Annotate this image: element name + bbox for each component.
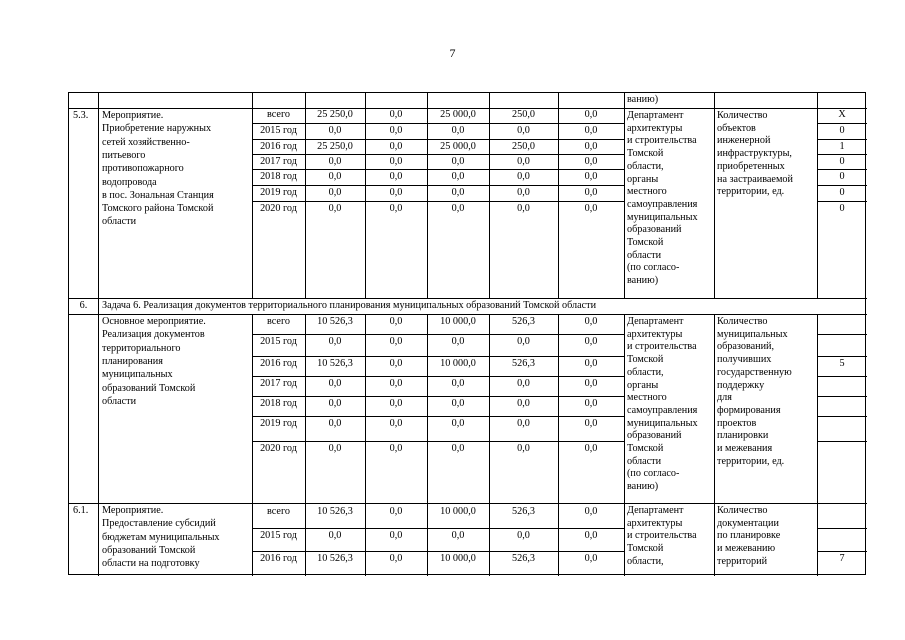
executor-line: и строительства: [627, 135, 697, 147]
section-title-line: бюджетам муниципальных: [102, 531, 220, 543]
year-label: 2018 год: [260, 171, 297, 182]
amount-cell: 526,3: [512, 358, 535, 369]
column-divider: [252, 314, 253, 503]
amount-cell: 25 250,0: [317, 109, 353, 120]
column-divider: [427, 93, 428, 108]
column-divider: [305, 108, 306, 298]
column-divider: [624, 93, 625, 108]
amount-cell: 0,0: [389, 171, 403, 182]
indicator-value: 0: [839, 187, 845, 198]
column-divider: [252, 93, 253, 108]
column-divider: [427, 503, 428, 576]
row-divider: [817, 185, 867, 186]
executor-line: ванию): [627, 481, 659, 493]
amount-cell: 0,0: [389, 530, 403, 541]
row-divider: [252, 123, 624, 124]
row-divider: [817, 201, 867, 202]
executor-line: самоуправления: [627, 198, 698, 210]
executor-line: муниципальных: [627, 417, 698, 429]
amount-cell: 0,0: [451, 125, 465, 136]
year-label: всего: [267, 109, 290, 120]
amount-cell: 0,0: [517, 378, 530, 389]
section-title-line: противопожарного: [102, 163, 184, 175]
section-title-line: планирования: [102, 355, 163, 367]
row-divider: [69, 314, 867, 315]
amount-cell: 0,0: [328, 398, 342, 409]
indicator-line: территорий: [717, 555, 768, 567]
column-divider: [817, 93, 818, 108]
section-title-line: Реализация документов: [102, 329, 205, 341]
amount-cell: 0,0: [328, 125, 342, 136]
row-divider: [252, 356, 624, 357]
task-number: 6.: [79, 300, 88, 311]
row-divider: [817, 356, 867, 357]
indicator-line: территории, ед.: [717, 186, 785, 198]
section-title-line: Предоставление субсидий: [102, 518, 216, 530]
amount-cell: 0,0: [389, 156, 403, 167]
indicator-value: 1: [839, 141, 845, 152]
executor-line: архитектуры: [627, 328, 683, 340]
page-number: 7: [449, 46, 456, 60]
executor-line: образований: [627, 224, 682, 236]
row-divider: [252, 441, 624, 442]
row-divider: [817, 139, 867, 140]
executor-line: области: [627, 455, 662, 467]
task-title: Задача 6. Реализация документов территориального планирования муниципальных образований Томской области: [102, 300, 597, 311]
year-label: 2016 год: [260, 141, 297, 152]
section-title-line: в пос. Зональная Станция: [102, 189, 214, 201]
indicator-value: 5: [839, 358, 845, 369]
year-label: 2018 год: [260, 398, 297, 409]
column-divider: [427, 314, 428, 503]
column-divider: [98, 108, 99, 298]
row-divider: [252, 551, 624, 552]
amount-cell: 10 526,3: [317, 506, 353, 517]
amount-cell: 0,0: [328, 156, 342, 167]
indicator-value: 7: [839, 553, 845, 564]
executor-line: органы: [627, 173, 659, 185]
indicator-line: поддержку: [717, 379, 765, 391]
program-table: [68, 92, 866, 575]
executor-line: Томской: [627, 148, 664, 160]
executor-text: ванию): [627, 94, 659, 105]
row-divider: [817, 123, 867, 124]
amount-cell: 0,0: [584, 418, 598, 429]
executor-line: Департамент: [627, 505, 684, 516]
column-divider: [365, 108, 366, 298]
row-divider: [817, 376, 867, 377]
executor-line: области,: [627, 366, 664, 378]
executor-line: органы: [627, 379, 659, 391]
column-divider: [98, 93, 99, 108]
amount-cell: 0,0: [389, 506, 403, 517]
year-label: 2019 год: [260, 187, 297, 198]
amount-cell: 0,0: [584, 156, 598, 167]
indicator-line: получивших: [717, 354, 772, 366]
amount-cell: 0,0: [451, 187, 465, 198]
indicator-line: приобретенных: [717, 160, 785, 172]
executor-line: Томской: [627, 543, 664, 555]
indicator-line: планировки: [717, 430, 769, 442]
amount-cell: 25 000,0: [440, 109, 476, 120]
executor-line: Томской: [627, 443, 664, 454]
year-label: 2017 год: [260, 378, 297, 389]
amount-cell: 0,0: [389, 203, 403, 214]
year-label: 2015 год: [260, 530, 297, 541]
column-divider: [624, 503, 625, 576]
amount-cell: 0,0: [389, 187, 403, 198]
indicator-line: документации: [717, 517, 779, 529]
row-divider: [252, 154, 624, 155]
amount-cell: 0,0: [389, 316, 403, 327]
amount-cell: 0,0: [389, 141, 403, 152]
amount-cell: 0,0: [517, 418, 530, 429]
amount-cell: 0,0: [584, 109, 598, 120]
amount-cell: 0,0: [451, 156, 465, 167]
row-divider: [817, 154, 867, 155]
amount-cell: 0,0: [584, 553, 598, 564]
year-label: всего: [267, 316, 290, 327]
amount-cell: 25 000,0: [440, 141, 476, 152]
amount-cell: 0,0: [389, 443, 403, 454]
executor-line: области,: [627, 160, 664, 172]
amount-cell: 0,0: [451, 203, 465, 214]
amount-cell: 0,0: [584, 203, 598, 214]
amount-cell: 0,0: [389, 125, 403, 136]
year-label: 2020 год: [260, 443, 297, 454]
section-title-line: области на подготовку: [102, 558, 200, 570]
indicator-line: формирования: [717, 404, 781, 416]
indicator-line: для: [717, 392, 732, 404]
column-divider: [558, 503, 559, 576]
row-divider: [252, 376, 624, 377]
row-divider: [817, 396, 867, 397]
indicator-line: Количество: [717, 505, 768, 516]
amount-cell: 0,0: [517, 443, 530, 454]
executor-line: Томской: [627, 354, 664, 366]
indicator-value: 0: [839, 125, 845, 136]
row-divider: [817, 416, 867, 417]
column-divider: [714, 503, 715, 576]
column-divider: [817, 503, 818, 576]
column-divider: [558, 93, 559, 108]
year-label: 2016 год: [260, 358, 297, 369]
amount-cell: 0,0: [451, 378, 465, 389]
amount-cell: 10 000,0: [440, 506, 476, 517]
amount-cell: 0,0: [517, 171, 530, 182]
row-divider: [817, 528, 867, 529]
amount-cell: 0,0: [451, 443, 465, 454]
section-title-line: образований Томской: [102, 544, 196, 556]
column-divider: [98, 298, 99, 314]
column-divider: [252, 503, 253, 576]
year-label: 2016 год: [260, 553, 297, 564]
amount-cell: 0,0: [328, 203, 342, 214]
indicator-line: Количество: [717, 110, 768, 121]
indicator-line: объектов: [717, 122, 756, 134]
amount-cell: 0,0: [584, 398, 598, 409]
row-divider: [817, 441, 867, 442]
column-divider: [817, 108, 818, 298]
section-title-line: водопровода: [102, 176, 157, 188]
amount-cell: 0,0: [517, 398, 530, 409]
amount-cell: 10 526,3: [317, 358, 353, 369]
amount-cell: 10 000,0: [440, 358, 476, 369]
amount-cell: 25 250,0: [317, 141, 353, 152]
executor-line: Томской: [627, 237, 664, 248]
column-divider: [305, 93, 306, 108]
amount-cell: 10 000,0: [440, 316, 476, 327]
indicator-value: Х: [838, 109, 846, 120]
section-title-line: муниципальных: [102, 369, 173, 381]
section-title-line: территориального: [102, 342, 181, 354]
column-divider: [624, 314, 625, 503]
amount-cell: 0,0: [328, 336, 342, 347]
amount-cell: 0,0: [584, 316, 598, 327]
section-title-line: Мероприятие.: [102, 110, 164, 121]
amount-cell: 526,3: [512, 553, 535, 564]
row-divider: [69, 298, 867, 299]
amount-cell: 0,0: [584, 141, 598, 152]
executor-line: ванию): [627, 275, 659, 287]
column-divider: [489, 108, 490, 298]
amount-cell: 0,0: [328, 530, 342, 541]
column-divider: [558, 108, 559, 298]
amount-cell: 0,0: [584, 358, 598, 369]
amount-cell: 0,0: [584, 443, 598, 454]
column-divider: [427, 108, 428, 298]
executor-line: области: [627, 249, 662, 261]
amount-cell: 0,0: [389, 109, 403, 120]
executor-line: образований: [627, 430, 682, 442]
section-number: 6.1.: [73, 505, 89, 516]
executor-line: местного: [627, 186, 667, 198]
year-label: 2015 год: [260, 336, 297, 347]
executor-line: архитектуры: [627, 122, 683, 134]
row-divider: [252, 139, 624, 140]
column-divider: [558, 314, 559, 503]
amount-cell: 0,0: [584, 125, 598, 136]
amount-cell: 0,0: [328, 378, 342, 389]
amount-cell: 0,0: [328, 171, 342, 182]
amount-cell: 0,0: [517, 530, 530, 541]
year-label: 2017 год: [260, 156, 297, 167]
column-divider: [365, 314, 366, 503]
indicator-line: и межевания: [717, 443, 773, 454]
indicator-line: на застраиваемой: [717, 173, 793, 185]
amount-cell: 0,0: [389, 336, 403, 347]
year-label: 2020 год: [260, 203, 297, 214]
column-divider: [489, 503, 490, 576]
column-divider: [98, 503, 99, 576]
amount-cell: 526,3: [512, 506, 535, 517]
column-divider: [98, 314, 99, 503]
column-divider: [365, 93, 366, 108]
column-divider: [714, 314, 715, 503]
amount-cell: 0,0: [517, 156, 530, 167]
amount-cell: 0,0: [517, 187, 530, 198]
indicator-line: муниципальных: [717, 328, 788, 340]
amount-cell: 250,0: [512, 109, 535, 120]
amount-cell: 0,0: [517, 336, 530, 347]
amount-cell: 10 000,0: [440, 553, 476, 564]
section-title-line: сетей хозяйственно-: [102, 136, 190, 148]
row-divider: [69, 503, 867, 504]
row-divider: [817, 334, 867, 335]
amount-cell: 10 526,3: [317, 316, 353, 327]
section-title-line: Основное мероприятие.: [102, 316, 206, 327]
amount-cell: 0,0: [451, 336, 465, 347]
row-divider: [252, 169, 624, 170]
indicator-line: государственную: [717, 366, 792, 378]
executor-line: и строительства: [627, 530, 697, 542]
amount-cell: 0,0: [584, 171, 598, 182]
amount-cell: 0,0: [451, 171, 465, 182]
section-title-line: области: [102, 216, 137, 228]
amount-cell: 526,3: [512, 316, 535, 327]
executor-line: и строительства: [627, 341, 697, 353]
row-divider: [252, 396, 624, 397]
amount-cell: 0,0: [584, 378, 598, 389]
section-title-line: образований Томской: [102, 382, 196, 394]
amount-cell: 10 526,3: [317, 553, 353, 564]
amount-cell: 0,0: [451, 398, 465, 409]
column-divider: [817, 314, 818, 503]
year-label: 2015 год: [260, 125, 297, 136]
indicator-line: инженерной: [717, 135, 771, 147]
column-divider: [305, 503, 306, 576]
executor-line: области,: [627, 555, 664, 567]
amount-cell: 0,0: [389, 378, 403, 389]
indicator-line: по планировке: [717, 530, 781, 542]
executor-line: муниципальных: [627, 211, 698, 223]
column-divider: [489, 314, 490, 503]
section-title-line: области: [102, 395, 137, 407]
row-divider: [252, 201, 624, 202]
indicator-line: образований,: [717, 341, 775, 353]
section-title-line: Томского района Томской: [102, 203, 214, 215]
row-divider: [252, 416, 624, 417]
indicator-line: территории, ед.: [717, 455, 785, 467]
amount-cell: 0,0: [328, 418, 342, 429]
amount-cell: 0,0: [389, 553, 403, 564]
amount-cell: 0,0: [389, 358, 403, 369]
column-divider: [714, 93, 715, 108]
column-divider: [489, 93, 490, 108]
amount-cell: 0,0: [584, 530, 598, 541]
executor-line: самоуправления: [627, 404, 698, 416]
indicator-line: Количество: [717, 316, 768, 327]
amount-cell: 0,0: [328, 187, 342, 198]
section-number: 5.3.: [73, 110, 89, 121]
row-divider: [252, 185, 624, 186]
amount-cell: 250,0: [512, 141, 535, 152]
amount-cell: 0,0: [328, 443, 342, 454]
indicator-line: проектов: [717, 417, 757, 429]
amount-cell: 0,0: [389, 418, 403, 429]
amount-cell: 0,0: [517, 125, 530, 136]
row-divider: [817, 551, 867, 552]
column-divider: [714, 108, 715, 298]
row-divider: [252, 528, 624, 529]
amount-cell: 0,0: [517, 203, 530, 214]
amount-cell: 0,0: [389, 398, 403, 409]
amount-cell: 0,0: [584, 336, 598, 347]
indicator-value: 0: [839, 171, 845, 182]
year-label: 2019 год: [260, 418, 297, 429]
indicator-value: 0: [839, 156, 845, 167]
amount-cell: 0,0: [451, 418, 465, 429]
indicator-line: инфраструктуры,: [717, 148, 792, 160]
column-divider: [624, 108, 625, 298]
column-divider: [252, 108, 253, 298]
year-label: всего: [267, 506, 290, 517]
executor-line: Департамент: [627, 110, 684, 121]
section-title-line: питьевого: [102, 149, 146, 161]
amount-cell: 0,0: [584, 187, 598, 198]
row-divider: [252, 334, 624, 335]
row-divider: [817, 169, 867, 170]
executor-line: (по согласо-: [627, 468, 680, 480]
indicator-value: 0: [839, 203, 845, 214]
indicator-line: и межеванию: [717, 543, 776, 555]
column-divider: [365, 503, 366, 576]
executor-line: архитектуры: [627, 517, 683, 529]
executor-line: местного: [627, 392, 667, 404]
amount-cell: 0,0: [451, 530, 465, 541]
executor-line: Департамент: [627, 316, 684, 327]
column-divider: [305, 314, 306, 503]
section-title-line: Приобретение наружных: [102, 123, 212, 135]
amount-cell: 0,0: [584, 506, 598, 517]
section-title-line: Мероприятие.: [102, 505, 164, 516]
executor-line: (по согласо-: [627, 262, 680, 274]
